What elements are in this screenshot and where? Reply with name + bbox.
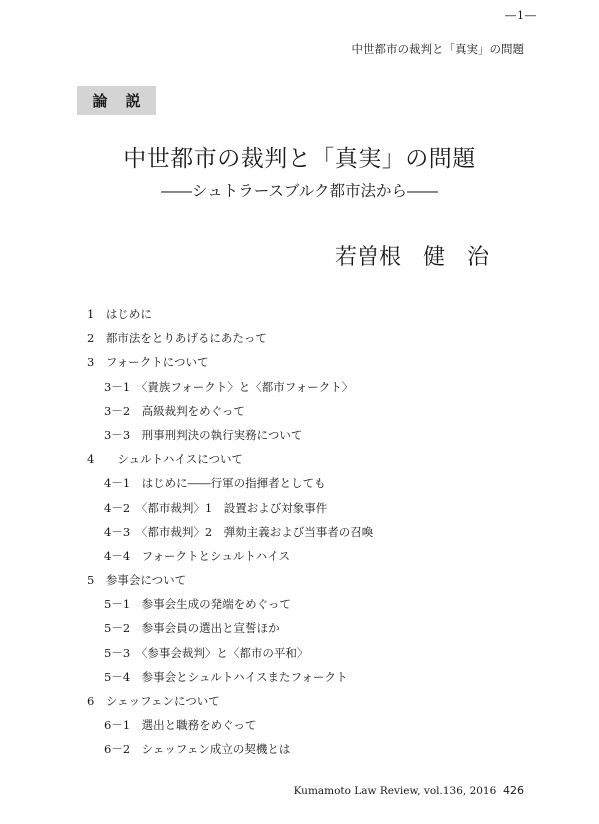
section-label: 論説 [92,92,159,110]
toc-entry: 5 参事会について [87,573,187,588]
article-title: 中世都市の裁判と「真実」の問題 [123,146,476,172]
author-name: 若曽根 健 治 [334,245,489,270]
toc-entry: 4－4 フォークトとシュルトハイス [104,548,290,563]
table-of-contents [87,302,373,762]
toc-entry: 4－3 〈都市裁判〉2 弾劾主義および当事者の召喚 [104,524,374,539]
toc-entry: 6 シェッフェンについて [87,694,220,708]
footer-citation-line [294,784,524,797]
footer-page-number: 426 [503,784,524,797]
toc-entry: 4－2 〈都市裁判〉1 設置および対象事件 [104,500,328,515]
toc-entry: 6－1 選出と職務をめぐって [104,718,257,733]
toc-entry: 3－3 刑事刑判決の執行実務について [104,427,303,442]
page-number-top: ―1― [505,9,537,22]
toc-entry: 3－1 〈貴族フォークト〉と〈都市フォークト〉 [104,379,354,394]
article-subtitle: ――シュトラースブルク都市法から―― [161,182,438,200]
toc-entry: 6－2 シェッフェン成立の契機とは [104,742,291,757]
toc-entry: 5－1 参事会生成の発端をめぐって [104,597,291,612]
running-head: 中世都市の裁判と「真実」の問題 [351,42,524,56]
toc-entry: 3－2 高級裁判をめぐって [104,403,245,418]
toc-entry: 5－2 参事会員の選出と宣誓ほか [104,621,280,636]
toc-entry: 4 シュルトハイスについて [87,452,244,467]
toc-entry: 5－4 参事会とシュルトハイスまたフォークト [104,669,348,684]
toc-entry: 5－3 〈参事会裁判〉と〈都市の平和〉 [104,645,309,660]
toc-entry: 4－1 はじめに――行軍の指揮者としても [104,476,326,491]
toc-entry: 3 フォークトについて [87,355,209,370]
toc-entry: 1 はじめに [87,307,152,321]
section-label-box [77,86,159,115]
toc-entry: 2 都市法をとりあげるにあたって [87,331,267,346]
footer-citation: Kumamoto Law Review, vol.136, 2016 [293,785,497,797]
